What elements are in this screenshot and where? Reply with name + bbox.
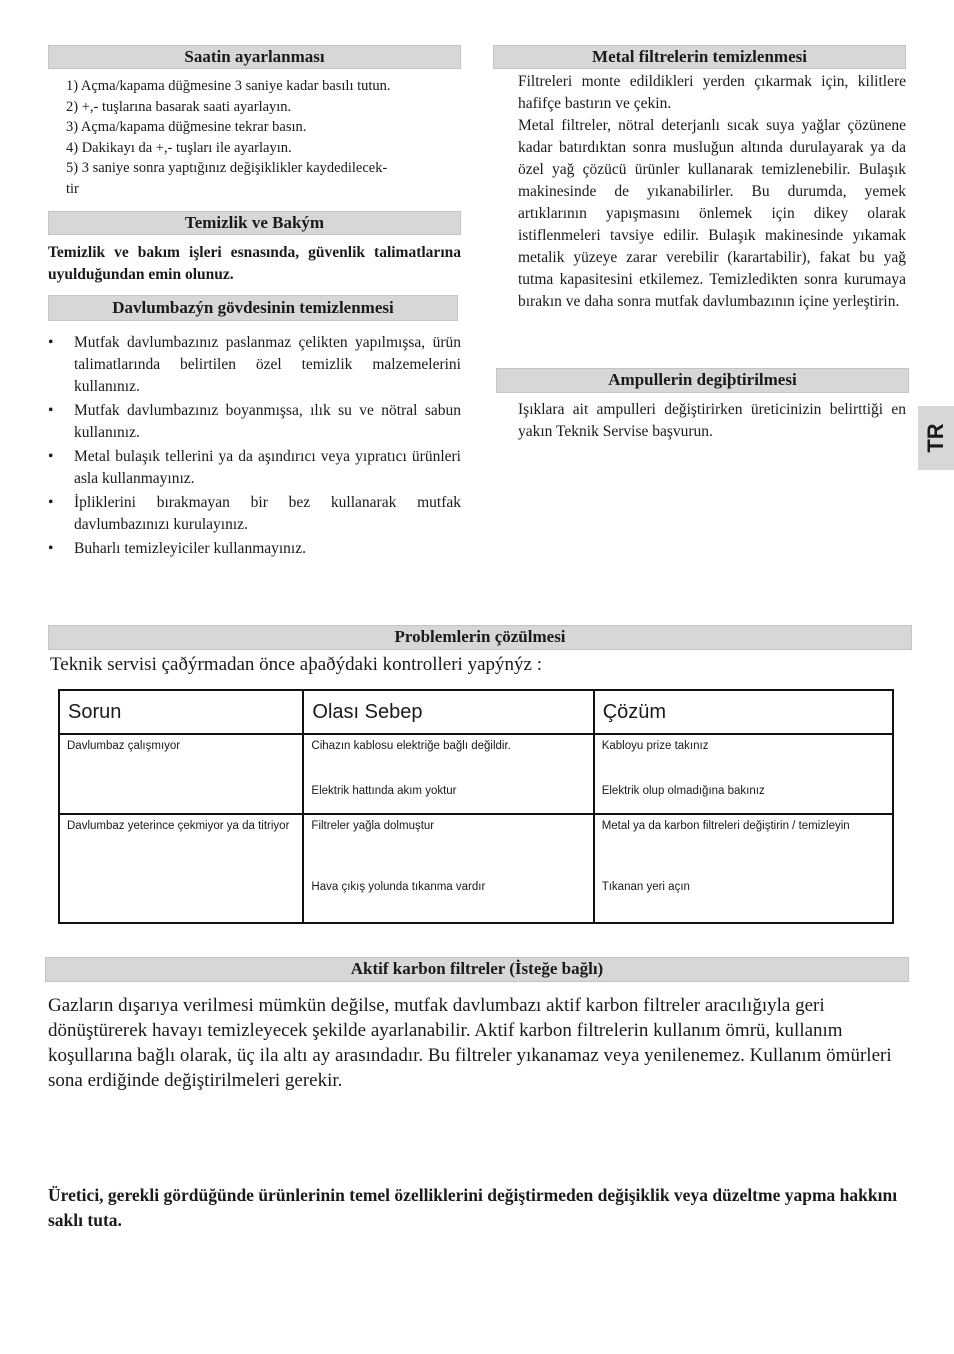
problems-intro: Teknik servisi çaðýrmadan önce aþaðýdaki kontrolleri yapýnýz : <box>50 654 542 675</box>
clock-section-title: Saatin ayarlanması <box>48 45 461 69</box>
solution-text: Elektrik olup olmadığına bakınız <box>601 785 765 797</box>
cleaning-section-title: Temizlik ve Bakým <box>48 211 461 235</box>
clock-step: 4) Dakikayı da +,- tuşları ile ayarlayın. <box>66 139 292 156</box>
cause-cell <box>303 734 593 814</box>
problem-cell <box>59 814 303 923</box>
list-item: • Mutfak davlumbazınız boyanmışsa, ılık su ve nötral sabun kullanınız. <box>48 400 461 444</box>
clock-steps <box>66 76 461 199</box>
bulbs-title: Ampullerin degiþtirilmesi <box>496 368 909 393</box>
column-header-problem: Sorun <box>59 690 303 734</box>
solution-text: Metal ya da karbon filtreleri değiştirin / temizleyin <box>601 820 850 832</box>
clock-step: 5) 3 saniye sonra yaptığınız değişiklikler kaydedilecek- <box>66 160 388 176</box>
carbon-text: Gazların dışarıya verilmesi mümkün değilse, mutfak davlumbazı aktif karbon filtreler aracılığıyla geri dönüştürerek havayı temizleyecek şekilde ayarlanabilir. Aktif karbon filtrelerin kullanım ömrü, kullanım koşullarına bağlı olarak, üç ila altı ay arasındadır. Bu filtreler yıkanamaz veya yenilenemez. Kullanım ömürleri sona erdiğinde değiştirilmeleri gerekir. <box>48 995 892 1091</box>
table-row <box>59 814 893 923</box>
language-tab-label: TR <box>923 423 948 453</box>
body-cleaning-title: Davlumbazýn gövdesinin temizlenmesi <box>48 295 458 321</box>
list-item: • Mutfak davlumbazınız paslanmaz çelikten yapılmışsa, ürün talimatlarında belirtilen özel temizlik malzemelerini kullanınız. <box>48 332 461 398</box>
clock-step: 3) Açma/kapama düğmesine tekrar basın. <box>66 119 307 135</box>
manufacturer-note: Üretici, gerekli gördüğünde ürünlerinin temel özelliklerini değiştirmeden değişiklik veya düzeltme yapma hakkını saklı tuta. <box>48 1185 898 1230</box>
problem-cell <box>59 734 303 814</box>
table-header-row <box>59 690 893 734</box>
clock-step: 1) Açma/kapama düğmesine 3 saniye kadar basılı tutun. <box>66 78 391 94</box>
carbon-title: Aktif karbon filtreler (İsteğe bağlı) <box>45 957 909 982</box>
solution-text: Kabloyu prize takınız <box>601 740 709 752</box>
problems-title: Problemlerin çözülmesi <box>48 625 912 650</box>
solution-cell <box>594 734 893 814</box>
problem-text: Davlumbaz yeterince çekmiyor ya da titriyor <box>67 820 290 832</box>
metal-filters-body: Metal filtreler, nötral deterjanlı sıcak suya yağlar çözünene kadar batırdıktan sonra musluğun altında durulayarak ya da özel yağ çözücü ürünler kullanarak temizlenebilir. Bulaşık makinesinde de yıkanabilirler. Bu durumda, yemek artıklarının yapışmasını önlemek için dikey olarak istiflenmeleri tavsiye edilir. Bulaşık makinesinde yıkamak metalik yüzeye zarar verebilir (karartabilir), fakat bu yağ tutma kapasitesini etkilemez. Temizledikten sonra kurumaya bırakın ve daha sonra mutfak davlumbazının içine yerleştirin. <box>518 117 906 310</box>
clock-step: tir <box>66 180 79 197</box>
body-cleaning-list <box>48 332 461 562</box>
problem-text: Davlumbaz çalışmıyor <box>67 740 181 752</box>
column-header-solution: Çözüm <box>594 690 893 734</box>
safety-warning: Temizlik ve bakım işleri esnasında, güvenlik talimatlarına uyulduğundan emin olunuz. <box>48 244 461 283</box>
list-item: • İpliklerini bırakmayan bir bez kullanarak mutfak davlumbazınızı kurulayınız. <box>48 492 461 536</box>
cause-text: Elektrik hattında akım yoktur <box>311 785 457 797</box>
solution-text: Tıkanan yeri açın <box>601 881 690 893</box>
troubleshooting-table <box>58 689 894 924</box>
metal-filters-title: Metal filtrelerin temizlenmesi <box>493 45 906 69</box>
column-header-cause: Olası Sebep <box>303 690 593 734</box>
cause-text: Hava çıkış yolunda tıkanma vardır <box>311 881 486 893</box>
language-tab <box>918 406 954 470</box>
list-item: • Metal bulaşık tellerini ya da aşındırıcı veya yıpratıcı ürünleri asla kullanmayınız. <box>48 446 461 490</box>
table-row <box>59 734 893 814</box>
clock-step: 2) +,- tuşlarına basarak saati ayarlayın. <box>66 98 292 115</box>
bulbs-text: Işıklara ait ampulleri değiştirirken üreticinizin belirttiği en yakın Teknik Servise başvurun. <box>518 401 906 440</box>
list-item: • Buharlı temizleyiciler kullanmayınız. <box>48 538 461 560</box>
solution-cell <box>594 814 893 923</box>
cause-cell <box>303 814 593 923</box>
cause-text: Cihazın kablosu elektriğe bağlı değildir. <box>311 740 511 752</box>
metal-filters-intro: Filtreleri monte edildikleri yerden çıkarmak için, kilitlere hafifçe bastırın ve çekin. <box>518 73 906 112</box>
cause-text: Filtreler yağla dolmuştur <box>311 820 435 832</box>
